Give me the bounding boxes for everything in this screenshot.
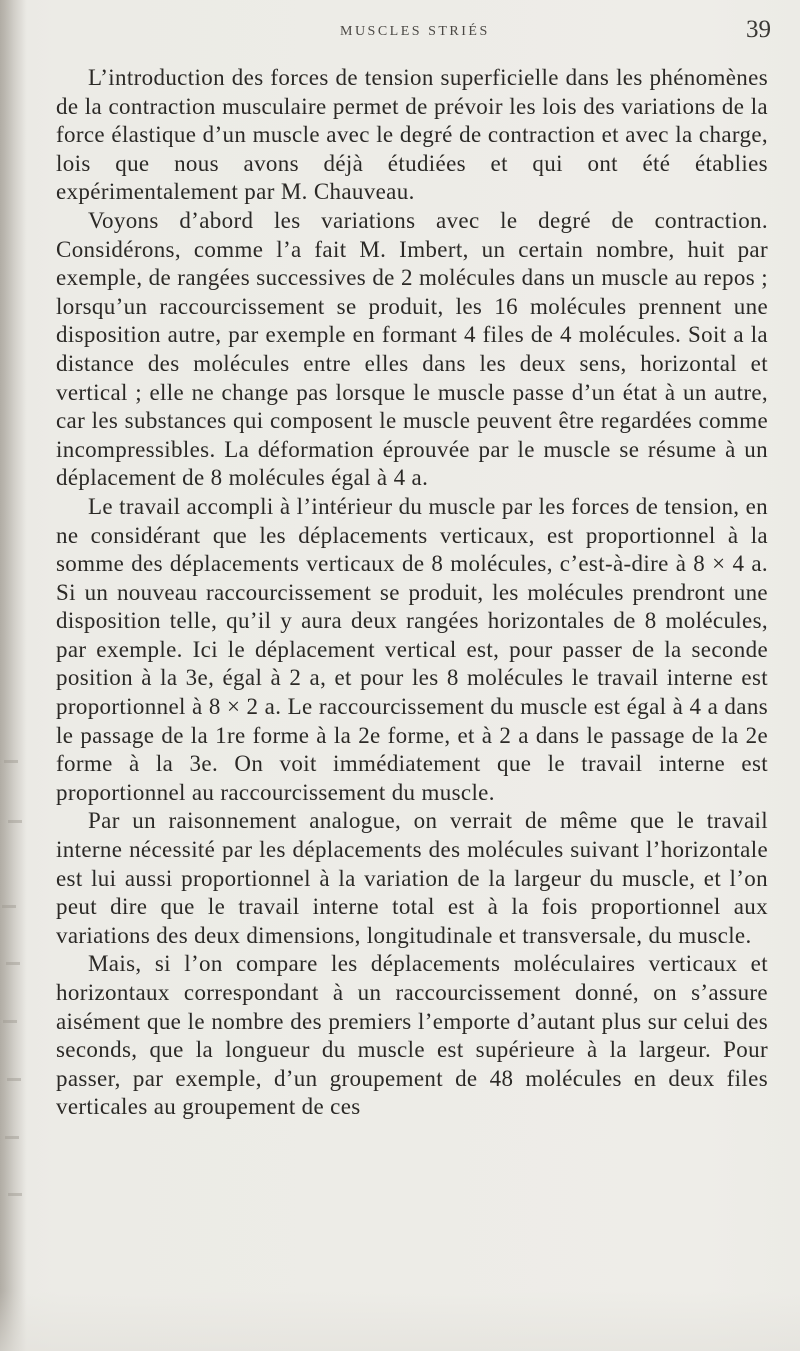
running-head: MUSCLES STRIÉS bbox=[340, 24, 490, 39]
body-text bbox=[56, 64, 768, 1122]
page-bottom-edge bbox=[0, 1291, 800, 1351]
paragraph: Voyons d’abord les variations avec le degré de contraction. Considérons, comme l’a fait M. Imbert, un certain nombre, huit par exemple, de rangées successives de 2 molécules dans un muscle au repos ; lorsqu’un raccourcissement se produit, les 16 molécules prennent une disposition autre, par exemple en formant 4 files de 4 molécules. Soit a la distance des molécules entre elles dans les deux sens, horizontal et vertical ; elle ne change pas lorsque le muscle passe d’un état à un autre, car les substances qui composent le muscle peuvent être regardées comme incompressibles. La déformation éprouvée par le muscle se résume à un déplacement de 8 molécules égal à 4 a. bbox=[56, 207, 768, 491]
paragraph: Mais, si l’on compare les déplacements moléculaires verticaux et horizontaux correspondant à un raccourcissement donné, on s’assure aisément que le nombre des premiers l’emporte d’autant plus sur celui des seconds, que la longueur du muscle est supérieure à la largeur. Pour passer, par exemple, d’un groupement de 48 molécules en deux files verticales au groupement de ces bbox=[56, 951, 768, 1120]
paragraph: L’introduction des forces de tension superficielle dans les phénomènes de la contraction musculaire permet de prévoir les lois des variations de la force élastique d’un muscle avec le degré de contraction et avec la charge, lois que nous avons déjà étudiées et qui ont été établies expérimentalement par M. Chauveau. bbox=[56, 65, 768, 205]
margin-mark bbox=[6, 962, 20, 965]
margin-mark bbox=[3, 1020, 17, 1023]
paragraph: Par un raisonnement analogue, on verrait de même que le travail interne nécessité par les déplacements des molécules suivant l’horizontale est lui aussi proportionnel à la variation de la largeur du muscle, et l’on peut dire que le travail interne total est à la fois proportionnel aux variations des deux dimensions, longitudinale et transversale, du muscle. bbox=[56, 808, 768, 948]
page-header bbox=[0, 16, 800, 62]
margin-mark bbox=[5, 1136, 19, 1139]
paragraph: Le travail accompli à l’intérieur du muscle par les forces de tension, en ne considérant que les déplacements verticaux, est proportionnel à la somme des déplacements verticaux de 8 molécules, c’est-à-dire à 8 × 4 a. Si un nouveau raccourcissement se produit, les molécules prendront une disposition telle, qu’il y aura deux rangées horizontales de 8 molécules, par exemple. Ici le déplacement vertical est, pour passer de la seconde position à la 3e, égal à 2 a, et pour les 8 molécules le travail interne est proportionnel à 8 × 2 a. Le raccourcissement du muscle est égal à 4 a dans le passage de la 1re forme à la 2e forme, et à 2 a dans le passage de la 2e forme à la 3e. On voit immédiatement que le travail interne est proportionnel au raccourcissement du muscle. bbox=[56, 493, 768, 805]
margin-mark bbox=[8, 1193, 22, 1196]
margin-mark bbox=[8, 820, 22, 823]
margin-bleed-marks bbox=[2, 700, 32, 1260]
page-number: 39 bbox=[746, 16, 771, 43]
margin-mark bbox=[7, 1078, 21, 1081]
margin-mark bbox=[4, 760, 18, 763]
margin-mark bbox=[2, 905, 16, 908]
